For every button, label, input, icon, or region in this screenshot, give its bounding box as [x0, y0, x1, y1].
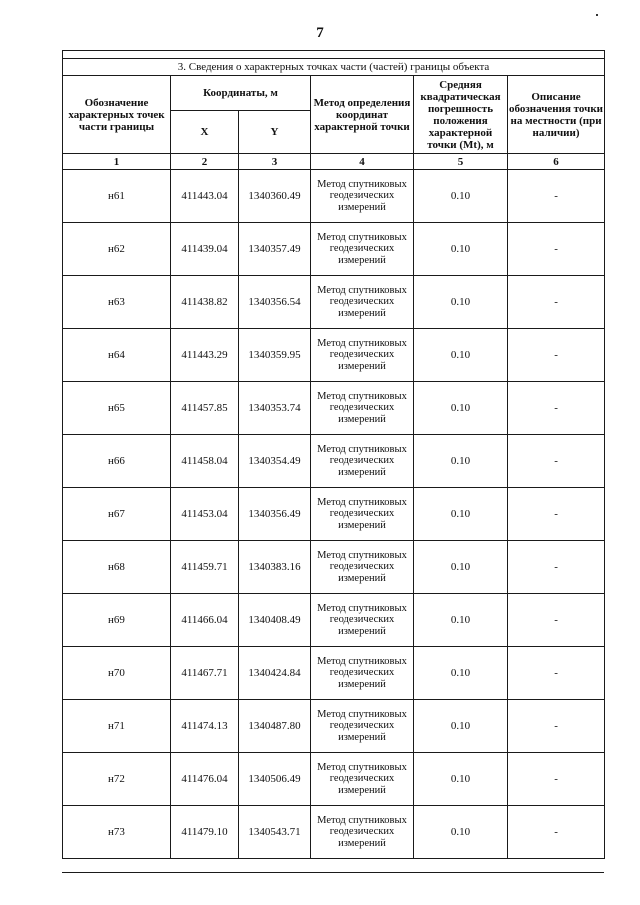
- table-row: [63, 647, 605, 700]
- description: -: [508, 329, 605, 382]
- coord-x: 411443.04: [171, 170, 239, 223]
- table-row: [63, 488, 605, 541]
- bottom-rule: [62, 872, 604, 873]
- table-row: [63, 170, 605, 223]
- coord-x: 411467.71: [171, 647, 239, 700]
- description: -: [508, 488, 605, 541]
- section-title-row: [63, 59, 605, 76]
- column-number: 3: [239, 154, 311, 170]
- description: -: [508, 382, 605, 435]
- accuracy: 0.10: [414, 541, 508, 594]
- coord-x: 411459.71: [171, 541, 239, 594]
- accuracy: 0.10: [414, 170, 508, 223]
- point-id: н68: [63, 541, 171, 594]
- boundary-points-table: [62, 50, 605, 859]
- coord-y: 1340359.95: [239, 329, 311, 382]
- point-id: н64: [63, 329, 171, 382]
- method: Метод спутниковых геодезических измерений: [311, 382, 414, 435]
- column-number: 1: [63, 154, 171, 170]
- coord-y: 1340506.49: [239, 753, 311, 806]
- description: -: [508, 276, 605, 329]
- accuracy: 0.10: [414, 329, 508, 382]
- column-number-row: [63, 154, 605, 170]
- coord-x: 411476.04: [171, 753, 239, 806]
- point-id: н73: [63, 806, 171, 859]
- top-spacer-row: [63, 51, 605, 59]
- method: Метод спутниковых геодезических измерений: [311, 700, 414, 753]
- coord-y: 1340360.49: [239, 170, 311, 223]
- accuracy: 0.10: [414, 223, 508, 276]
- point-id: н65: [63, 382, 171, 435]
- description: -: [508, 700, 605, 753]
- coord-x: 411457.85: [171, 382, 239, 435]
- coord-y: 1340356.49: [239, 488, 311, 541]
- method: Метод спутниковых геодезических измерений: [311, 594, 414, 647]
- method: Метод спутниковых геодезических измерений: [311, 170, 414, 223]
- accuracy: 0.10: [414, 753, 508, 806]
- description: -: [508, 753, 605, 806]
- method: Метод спутниковых геодезических измерений: [311, 435, 414, 488]
- coord-y: 1340353.74: [239, 382, 311, 435]
- page-number: 7: [316, 25, 324, 41]
- method: Метод спутниковых геодезических измерений: [311, 276, 414, 329]
- point-id: н67: [63, 488, 171, 541]
- coord-y: 1340356.54: [239, 276, 311, 329]
- header-accuracy: Средняя квадратическая погрешность положения характерной точки (Mt), м: [414, 76, 508, 154]
- point-id: н61: [63, 170, 171, 223]
- table-row: [63, 541, 605, 594]
- column-number: 6: [508, 154, 605, 170]
- method: Метод спутниковых геодезических измерений: [311, 488, 414, 541]
- method: Метод спутниковых геодезических измерений: [311, 541, 414, 594]
- column-number: 2: [171, 154, 239, 170]
- coord-x: 411458.04: [171, 435, 239, 488]
- accuracy: 0.10: [414, 382, 508, 435]
- header-description: Описание обозначения точки на местности (при наличии): [508, 76, 605, 154]
- accuracy: 0.10: [414, 594, 508, 647]
- point-id: н62: [63, 223, 171, 276]
- table-row: [63, 382, 605, 435]
- table-row: [63, 276, 605, 329]
- header-row-1: [63, 76, 605, 111]
- description: -: [508, 541, 605, 594]
- coord-y: 1340543.71: [239, 806, 311, 859]
- table-row: [63, 223, 605, 276]
- point-id: н71: [63, 700, 171, 753]
- method: Метод спутниковых геодезических измерений: [311, 223, 414, 276]
- point-id: н69: [63, 594, 171, 647]
- point-id: н70: [63, 647, 171, 700]
- header-method: Метод определения координат характерной точки: [311, 76, 414, 154]
- table-row: [63, 594, 605, 647]
- header-designation: Обозначение характерных точек части границы: [63, 76, 171, 154]
- method: Метод спутниковых геодезических измерений: [311, 753, 414, 806]
- coord-x: 411453.04: [171, 488, 239, 541]
- coord-y: 1340357.49: [239, 223, 311, 276]
- coord-y: 1340408.49: [239, 594, 311, 647]
- coord-x: 411466.04: [171, 594, 239, 647]
- method: Метод спутниковых геодезических измерений: [311, 806, 414, 859]
- coord-y: 1340383.16: [239, 541, 311, 594]
- accuracy: 0.10: [414, 435, 508, 488]
- description: -: [508, 806, 605, 859]
- header-coordinates: Координаты, м: [171, 76, 311, 111]
- coord-x: 411474.13: [171, 700, 239, 753]
- point-id: н72: [63, 753, 171, 806]
- header-x: X: [171, 111, 239, 154]
- coord-x: 411479.10: [171, 806, 239, 859]
- top-spacer-cell: [63, 51, 605, 59]
- accuracy: 0.10: [414, 276, 508, 329]
- table-row: [63, 806, 605, 859]
- table-row: [63, 700, 605, 753]
- section-title: 3. Сведения о характерных точках части (частей) границы объекта: [63, 59, 605, 76]
- coord-x: 411443.29: [171, 329, 239, 382]
- accuracy: 0.10: [414, 700, 508, 753]
- coord-y: 1340487.80: [239, 700, 311, 753]
- coord-y: 1340424.84: [239, 647, 311, 700]
- scan-speck: [596, 14, 598, 16]
- column-number: 5: [414, 154, 508, 170]
- table-row: [63, 329, 605, 382]
- description: -: [508, 223, 605, 276]
- description: -: [508, 170, 605, 223]
- coord-y: 1340354.49: [239, 435, 311, 488]
- accuracy: 0.10: [414, 806, 508, 859]
- point-id: н63: [63, 276, 171, 329]
- method: Метод спутниковых геодезических измерений: [311, 329, 414, 382]
- accuracy: 0.10: [414, 647, 508, 700]
- description: -: [508, 435, 605, 488]
- coord-x: 411439.04: [171, 223, 239, 276]
- description: -: [508, 594, 605, 647]
- table-row: [63, 753, 605, 806]
- accuracy: 0.10: [414, 488, 508, 541]
- point-id: н66: [63, 435, 171, 488]
- header-y: Y: [239, 111, 311, 154]
- description: -: [508, 647, 605, 700]
- column-number: 4: [311, 154, 414, 170]
- table-row: [63, 435, 605, 488]
- coord-x: 411438.82: [171, 276, 239, 329]
- method: Метод спутниковых геодезических измерений: [311, 647, 414, 700]
